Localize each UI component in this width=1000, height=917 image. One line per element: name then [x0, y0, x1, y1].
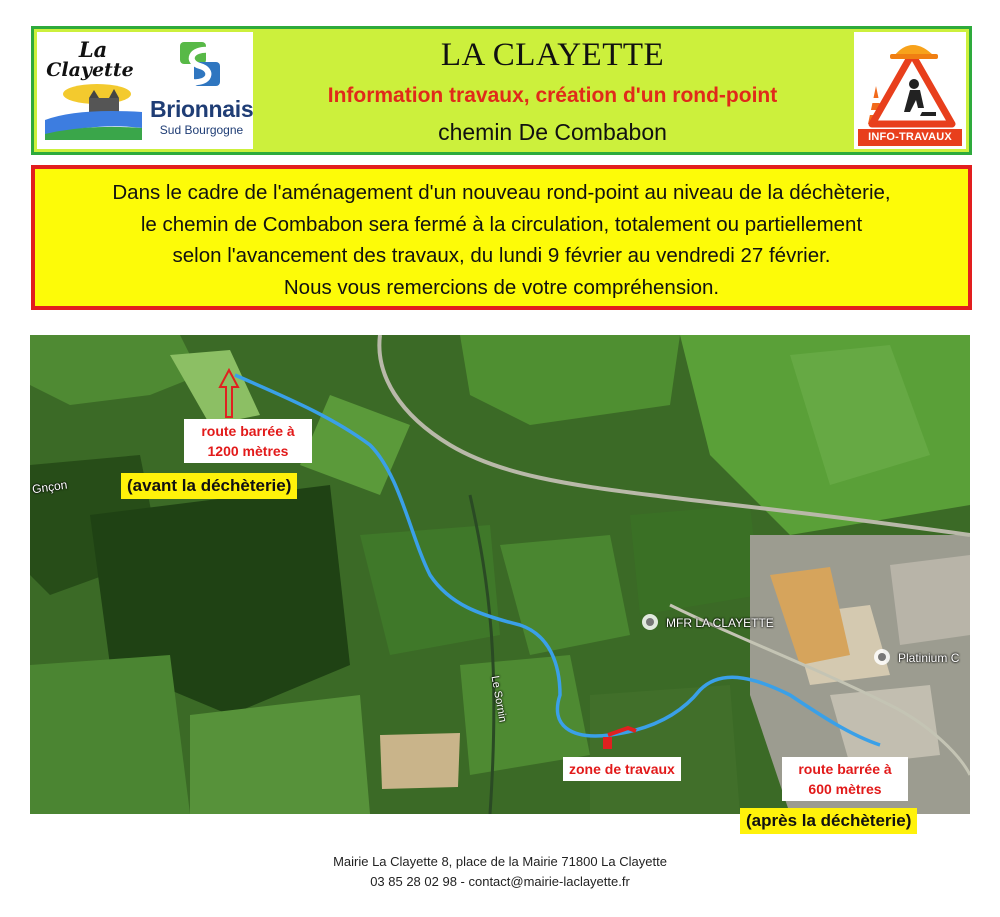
- location-pin-icon: [642, 614, 658, 630]
- notice-text: [35, 177, 968, 303]
- page-title: LA CLAYETTE: [440, 37, 665, 73]
- callout-works-zone: zone de travaux: [563, 757, 681, 781]
- map-label-gencon: Gnçon: [31, 477, 69, 497]
- roadworks-sign-icon: [854, 32, 966, 132]
- map-label-platinium: Platinium C: [898, 651, 960, 665]
- callout-after-waste-site: (après la déchèterie): [740, 808, 917, 834]
- header-banner: [31, 26, 972, 155]
- callout-route-south: route barrée à 600 mètres: [782, 757, 908, 801]
- map-label-mfr: MFR LA CLAYETTE: [666, 616, 774, 630]
- title-block: [254, 29, 851, 152]
- info-travaux-label: INFO-TRAVAUX: [858, 129, 962, 146]
- footer: [0, 852, 1000, 892]
- map-label-sornin: Le Sornin: [488, 674, 509, 724]
- callout-before-waste-site: (avant la déchèterie): [121, 473, 297, 499]
- footer-address: Mairie La Clayette 8, place de la Mairie 71800 La Clayette: [333, 854, 667, 869]
- notice-line: Nous vous remercions de votre compréhension.: [283, 275, 720, 299]
- footer-contact: 03 85 28 02 98 - contact@mairie-laclayette.fr: [370, 874, 630, 889]
- satellite-map: [30, 335, 970, 814]
- map-background: [30, 335, 970, 814]
- brionnais-subtitle: Sud Bourgogne: [159, 123, 244, 137]
- location-pin-icon: [874, 649, 890, 665]
- brionnais-s-icon: [150, 36, 253, 98]
- la-clayette-logo-text: La Clayette: [46, 37, 134, 81]
- notice-line: Dans le cadre de l'aménagement d'un nouveau rond-point au niveau de la déchèterie,: [112, 181, 891, 204]
- notice-line: le chemin de Combabon sera fermé à la circulation, totalement ou partiellement: [140, 212, 863, 236]
- notice-line: selon l'avancement des travaux, du lundi 9 février au vendredi 27 février.: [172, 244, 831, 267]
- brionnais-name: Brionnais: [150, 96, 254, 122]
- brionnais-logo: [150, 32, 253, 149]
- info-travaux-logo: [854, 32, 966, 149]
- castle-landscape-icon: [37, 32, 150, 149]
- la-clayette-logo: [37, 32, 150, 149]
- closure-notice: [31, 165, 972, 310]
- street-name: chemin De Combabon: [438, 119, 667, 145]
- page-subtitle: Information travaux, création d'un rond-point: [327, 84, 778, 107]
- callout-route-north: route barrée à 1200 mètres: [184, 419, 312, 463]
